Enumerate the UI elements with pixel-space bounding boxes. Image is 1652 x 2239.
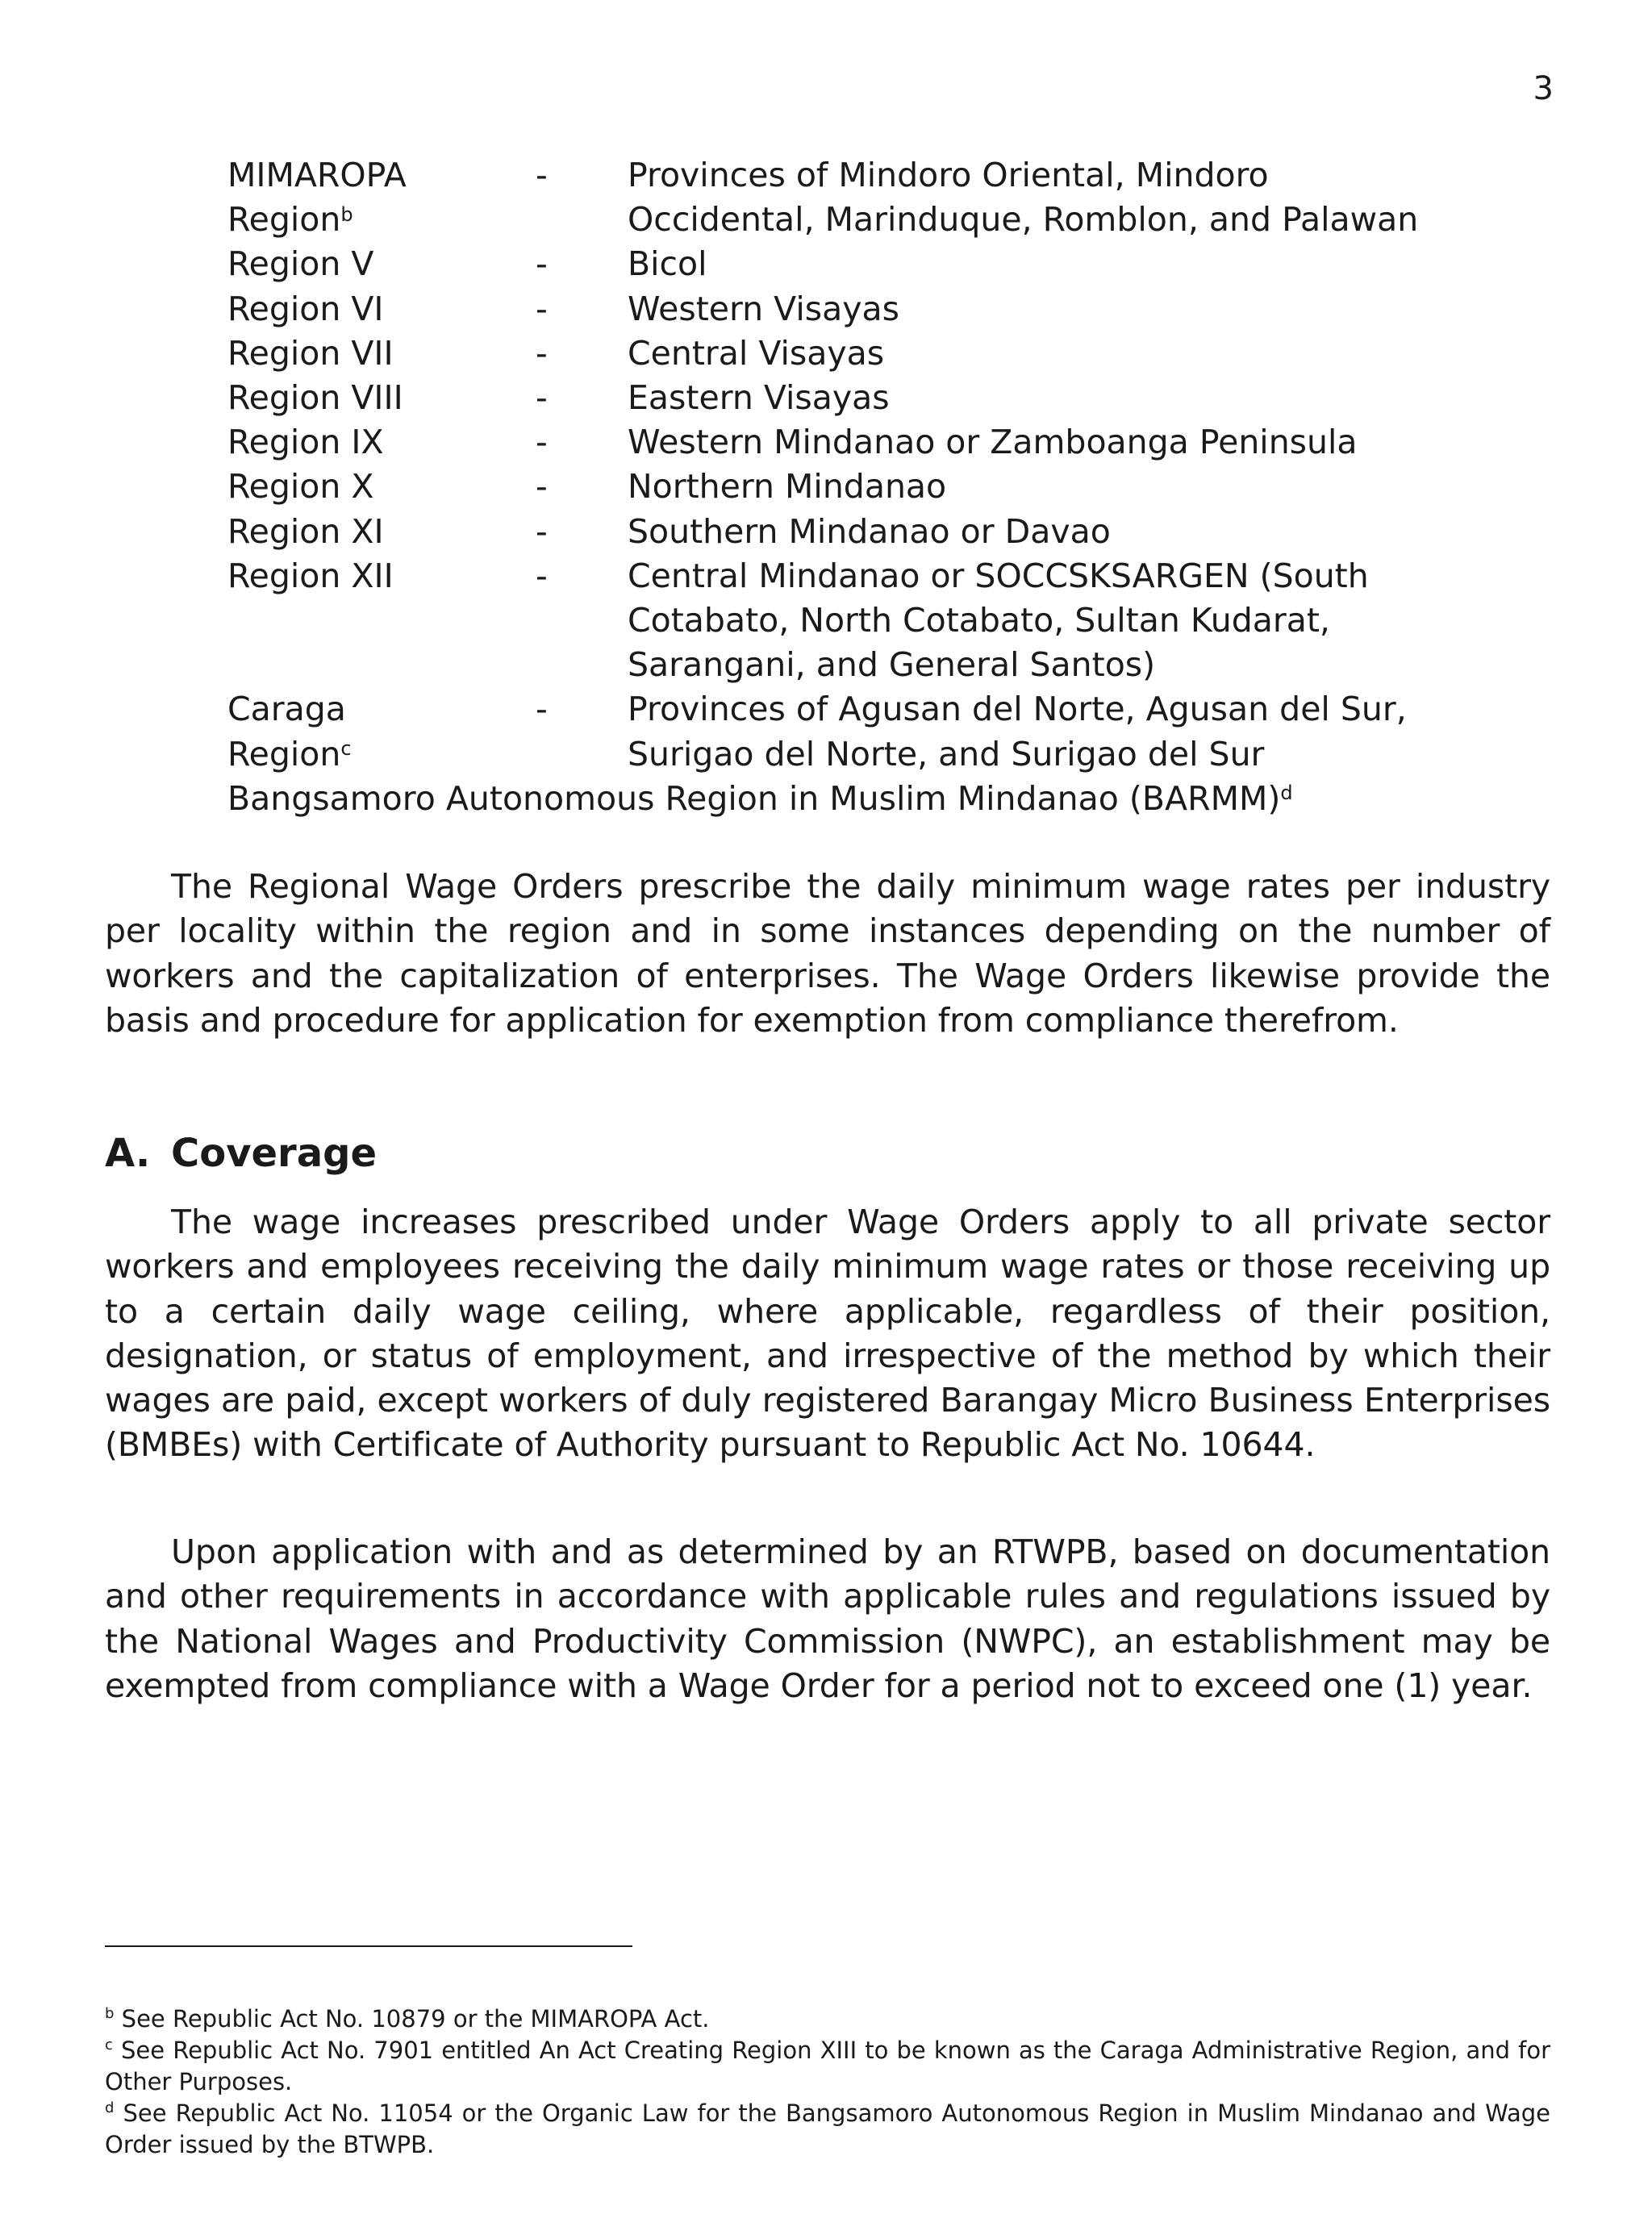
region-description-line: Occidental, Marinduque, Romblon, and Palawan: [628, 200, 1419, 240]
region-name: Region VIII: [227, 378, 403, 418]
region-row-xii: [227, 554, 1558, 688]
region-description: [628, 153, 1558, 242]
region-dash: -: [536, 333, 548, 373]
section-letter: A.: [105, 1131, 151, 1176]
barmm-text: Bangsamoro Autonomous Region in Muslim Mindanao (BARMM): [227, 778, 1281, 818]
region-name-line: Region: [227, 734, 341, 773]
region-row-caraga: [227, 687, 1558, 776]
region-description-line: Provinces of Agusan del Norte, Agusan del Sur,: [628, 690, 1407, 729]
footnote-mark: c: [105, 2037, 113, 2054]
region-description: Central Visayas: [628, 333, 885, 373]
section-heading-coverage: [105, 1131, 377, 1176]
region-name: [227, 687, 536, 776]
region-dash: -: [536, 423, 548, 462]
region-name: Region IX: [227, 423, 384, 462]
region-dash: -: [536, 378, 548, 418]
region-description: Bicol: [628, 244, 707, 284]
region-description-line: Cotabato, North Cotabato, Sultan Kudarat,: [628, 601, 1330, 640]
region-dash: -: [536, 289, 548, 328]
paragraph-coverage: The wage increases prescribed under Wage Orders apply to all private sector workers and employees receiving the daily minimum wage rates or those receiving up to a certain daily wage ceiling, where applicable, regardless of their position, designation, or status of employment, and irrespective of the method by which their wages are paid, except workers of duly registered Barangay Micro Business Enterprises (BMBEs) with Certificate of Authority pursuant to Republic Act No. 10644.: [105, 1203, 1550, 1465]
region-row-xi: [227, 510, 1558, 554]
footnote-ref-b: b: [340, 202, 353, 226]
section-title: Coverage: [171, 1131, 378, 1176]
region-name-line: Caraga: [227, 690, 346, 729]
footnote-text: See Republic Act No. 7901 entitled An Act Creating Region XIII to be known as the Caraga Administrative Region, and for Other Purposes.: [105, 2037, 1550, 2095]
paragraph-exemption: Upon application with and as determined by an RTWPB, based on documentation and other requirements in accordance with applicable rules and regulations issued by the National Wages and Productivity Commission (NWPC), an establishment may be exempted from compliance with a Wage Order for a period not to exceed one (1) year.: [105, 1532, 1550, 1705]
footnote-text: See Republic Act No. 10879 or the MIMAROPA Act.: [114, 2005, 710, 2033]
region-name: Region V: [227, 244, 374, 284]
footnote-d: [105, 2098, 1550, 2161]
region-dash: -: [536, 690, 548, 729]
region-dash: -: [536, 556, 548, 595]
region-name: Region X: [227, 467, 374, 507]
region-description-line: Sarangani, and General Santos): [628, 645, 1156, 685]
region-row-viii: [227, 376, 1558, 420]
region-description: Western Mindanao or Zamboanga Peninsula: [628, 423, 1358, 462]
region-name-line: Region: [227, 200, 341, 240]
region-description: Western Visayas: [628, 289, 899, 328]
region-description-line: Central Mindanao or SOCCSKSARGEN (South: [628, 556, 1369, 595]
region-row-ix: [227, 420, 1558, 465]
footnote-b: [105, 2003, 1550, 2035]
footnote-ref-c: c: [340, 736, 352, 760]
paragraph-wage-orders: The Regional Wage Orders prescribe the daily minimum wage rates per industry per locality within the region and in some instances depending on the number of workers and the capitalization of enterprises. The Wage Orders likewise provide the basis and procedure for application for exemption from compliance therefrom.: [105, 867, 1550, 1040]
page-number: 3: [1533, 70, 1554, 107]
region-dash: -: [536, 156, 548, 194]
region-dash: -: [536, 511, 548, 551]
footnote-ref-d: d: [1280, 782, 1293, 805]
footnote-mark: b: [105, 2005, 115, 2023]
region-row-x: [227, 465, 1558, 509]
region-row-mimaropa: [227, 153, 1558, 242]
region-name-line: MIMAROPA: [227, 156, 407, 194]
region-name: Region XII: [227, 556, 394, 595]
region-description: [628, 687, 1558, 776]
region-list: [227, 153, 1558, 821]
region-dash: -: [536, 467, 548, 507]
region-description-line: Surigao del Norte, and Surigao del Sur: [628, 734, 1265, 773]
region-name: Region VII: [227, 333, 394, 373]
region-description-line: Provinces of Mindoro Oriental, Mindoro: [628, 156, 1269, 194]
region-row-vii: [227, 331, 1558, 376]
region-description: Southern Mindanao or Davao: [628, 511, 1111, 551]
region-row-barmm: [227, 777, 1558, 821]
footnote-c: [105, 2035, 1550, 2098]
region-description: Eastern Visayas: [628, 378, 890, 418]
region-row-v: [227, 242, 1558, 286]
footnote-divider: [105, 1945, 632, 1947]
region-row-vi: [227, 287, 1558, 331]
region-description: [628, 554, 1558, 688]
region-description: Northern Mindanao: [628, 467, 947, 507]
region-dash: -: [536, 244, 548, 284]
region-name: Region XI: [227, 511, 384, 551]
footnotes: [105, 2003, 1550, 2161]
region-name: Region VI: [227, 289, 384, 328]
footnote-text: See Republic Act No. 11054 or the Organic Law for the Bangsamoro Autonomous Region in Muslim Mindanao and Wage Order issued by the BTWPB.: [105, 2099, 1550, 2158]
footnote-mark: d: [105, 2099, 115, 2117]
region-name: [227, 153, 536, 242]
